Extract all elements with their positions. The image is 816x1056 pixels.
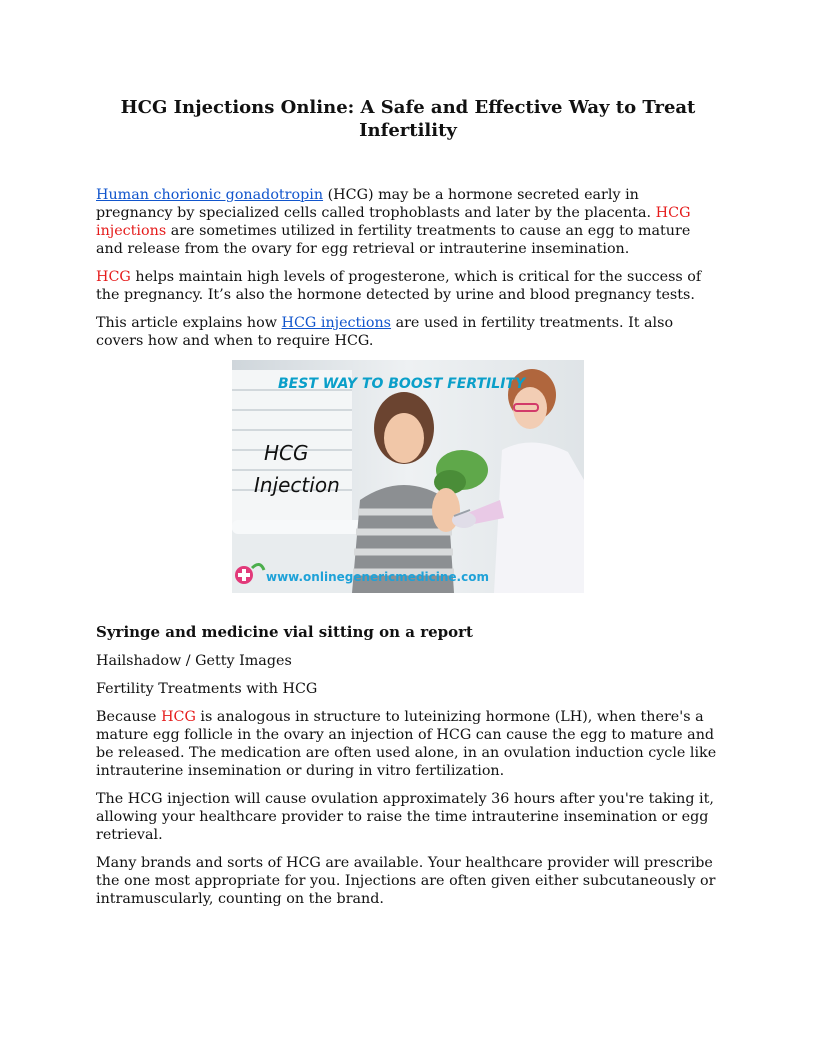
caption-line1: HCG [264,441,309,465]
lh-paragraph: Because HCG is analogous in structure to luteinizing hormone (LH), when there's a mature egg follicle in the ovary an injection of HCG can cause the egg to mature and be released. The medication are often used alone, in an ovulation induction cycle like intrauterine insemination or during in vitro fertilization. [96,709,717,779]
caption-line2: Injection [254,473,340,497]
hcg-injection-image [232,360,584,593]
brands-paragraph: Many brands and sorts of HCG are available. Your healthcare provider will prescribe the one most appropriate for you. Injections are often given either subcutaneously or intramuscularly, counting on the brand. [96,855,716,907]
highlight-text: HCG [96,269,131,285]
illustration [232,360,584,593]
article-overview-paragraph: This article explains how HCG injections are used in fertility treatments. It also covers how and when to require HCG. [96,315,674,349]
website-text: www.onlinegenericmedicine.com [266,570,489,584]
banner-text: BEST WAY TO BOOST FERTILITY [278,376,526,392]
hcg-injections-link[interactable]: HCG injections [281,315,392,331]
page-title: HCG Injections Online: A Safe and Effective Way to Treat Infertility [120,97,696,141]
image-credit: Hailshadow / Getty Images [96,653,292,669]
progesterone-paragraph: HCG helps maintain high levels of progesterone, which is critical for the success of the pregnancy. It’s also the hormone detected by urine and blood pregnancy tests. [96,269,702,303]
highlight-text: HCG [161,709,196,725]
ovulation-paragraph: The HCG injection will cause ovulation approximately 36 hours after you're taking it, allowing your healthcare provider to raise the time intrauterine insemination or egg retrieval. [96,791,714,843]
section-heading: Syringe and medicine vial sitting on a report [96,623,473,641]
highlight-text: HCG injections [96,205,691,239]
intro-paragraph: Human chorionic gonadotropin (HCG) may be a hormone secreted early in pregnancy by specialized cells called trophoblasts and later by the placenta. HCG injections are sometimes utilized in fertility treatments to cause an egg to mature and release from the ovary for egg retrieval or intrauterine insemination. [96,187,691,257]
nurse-face [513,387,547,429]
document-page [96,96,720,918]
subheading: Fertility Treatments with HCG [96,681,318,697]
patient-face [384,413,424,463]
hcg-definition-link[interactable]: Human chorionic gonadotropin [96,187,324,203]
